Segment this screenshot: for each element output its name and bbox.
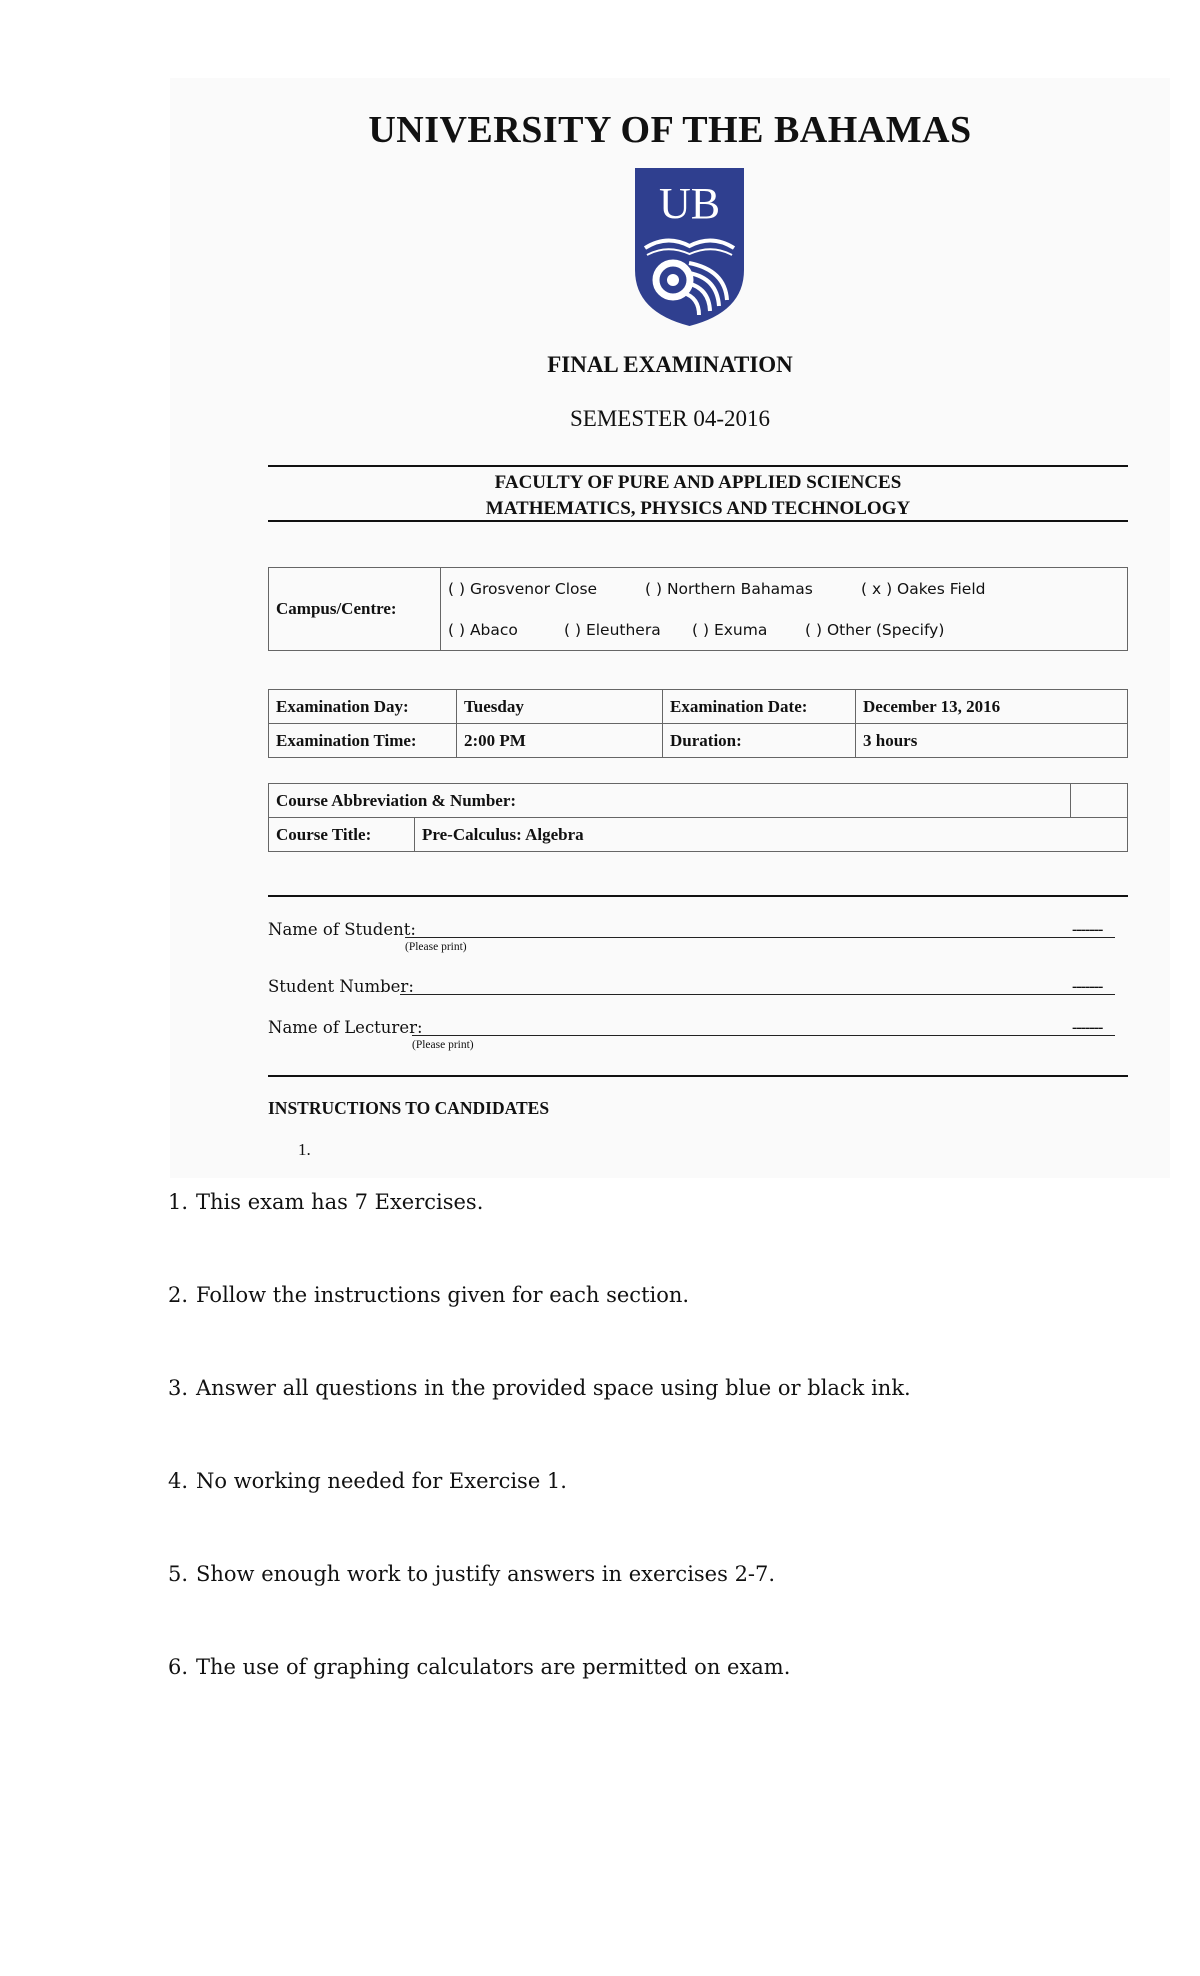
semester: SEMESTER 04-2016: [570, 406, 770, 431]
student-name-hint: (Please print): [405, 941, 467, 953]
university-logo: [631, 160, 748, 330]
lecturer-name-hint: (Please print): [412, 1039, 474, 1051]
list-item-text: This exam has 7 Exercises.: [196, 1190, 484, 1214]
lecturer-name-field[interactable]: [412, 1035, 1115, 1036]
university-name: UNIVERSITY OF THE BAHAMAS: [368, 109, 972, 151]
list-item-number: 1.: [167, 1190, 188, 1214]
campus-options-row-1: [448, 568, 1120, 609]
exam-day-label: Examination Day:: [269, 690, 457, 724]
campus-options-row-2: [448, 609, 1120, 650]
lecturer-name-dashes: -------: [1072, 1019, 1103, 1036]
course-abbrev-row: [269, 784, 1128, 818]
exam-details-row-1: [269, 690, 1128, 724]
list-item-number: 5.: [167, 1562, 188, 1586]
exam-details-table: [268, 689, 1128, 758]
student-number-dashes: -------: [1072, 978, 1103, 995]
campus-option-exuma[interactable]: ( ) Exuma: [692, 620, 768, 639]
list-item-text: Follow the instructions given for each section.: [196, 1283, 690, 1307]
campus-option-abaco[interactable]: ( ) Abaco: [448, 620, 518, 639]
student-name-field[interactable]: [405, 937, 1115, 938]
student-name-dashes: -------: [1072, 921, 1103, 938]
faculty-heading: [268, 470, 1128, 522]
exam-time-value: 2:00 PM: [457, 724, 663, 758]
list-item-text: The use of graphing calculators are permitted on exam.: [196, 1655, 791, 1679]
divider-top: [268, 465, 1128, 467]
course-title-row: [269, 818, 1128, 852]
instructions-heading: INSTRUCTIONS TO CANDIDATES: [268, 1098, 550, 1118]
campus-option-eleuthera[interactable]: ( ) Eleuthera: [564, 620, 661, 639]
list-item-number: 3.: [167, 1376, 188, 1400]
divider-faculty: [268, 520, 1128, 522]
exam-title: FINAL EXAMINATION: [547, 352, 793, 377]
campus-option-grosvenor[interactable]: ( ) Grosvenor Close: [448, 579, 598, 598]
faculty-line-1: FACULTY OF PURE AND APPLIED SCIENCES: [494, 472, 902, 493]
course-abbrev-value[interactable]: [1071, 784, 1128, 818]
campus-label: Campus/Centre:: [269, 568, 441, 651]
duration-label: Duration:: [663, 724, 856, 758]
course-abbrev-label: Course Abbreviation & Number:: [269, 784, 1071, 818]
exam-time-label: Examination Time:: [269, 724, 457, 758]
divider-instructions: [268, 1075, 1128, 1077]
lecturer-name-label: Name of Lecturer:: [268, 1018, 423, 1037]
exam-date-value: December 13, 2016: [856, 690, 1128, 724]
logo-lettering: UB: [658, 179, 721, 228]
list-item-text: Show enough work to justify answers in exercises 2-7.: [196, 1562, 776, 1586]
campus-options: [441, 568, 1128, 651]
duration-value: 3 hours: [856, 724, 1128, 758]
list-item-text: Answer all questions in the provided space using blue or black ink.: [196, 1376, 911, 1400]
student-name-label: Name of Student:: [268, 920, 416, 939]
ub-crest-icon: [631, 160, 748, 330]
list-item-number: 2.: [167, 1283, 188, 1307]
course-title-label: Course Title:: [269, 818, 415, 852]
instructions-stray-number: 1.: [298, 1140, 311, 1159]
campus-table: [268, 567, 1128, 651]
exam-day-value: Tuesday: [457, 690, 663, 724]
campus-option-oakes-field[interactable]: ( x ) Oakes Field: [861, 579, 986, 598]
course-table: [268, 783, 1128, 852]
faculty-line-2: MATHEMATICS, PHYSICS AND TECHNOLOGY: [485, 498, 911, 519]
exam-details-row-2: [269, 724, 1128, 758]
divider-student: [268, 895, 1128, 897]
campus-option-northern-bahamas[interactable]: ( ) Northern Bahamas: [645, 579, 813, 598]
list-item-text: No working needed for Exercise 1.: [196, 1469, 567, 1493]
list-item-number: 4.: [167, 1469, 188, 1493]
course-title-value: Pre-Calculus: Algebra: [415, 818, 1128, 852]
student-number-label: Student Number:: [268, 977, 414, 996]
exam-date-label: Examination Date:: [663, 690, 856, 724]
campus-option-other[interactable]: ( ) Other (Specify): [805, 620, 945, 639]
student-number-field[interactable]: [400, 994, 1115, 995]
list-item-number: 6.: [167, 1655, 188, 1679]
